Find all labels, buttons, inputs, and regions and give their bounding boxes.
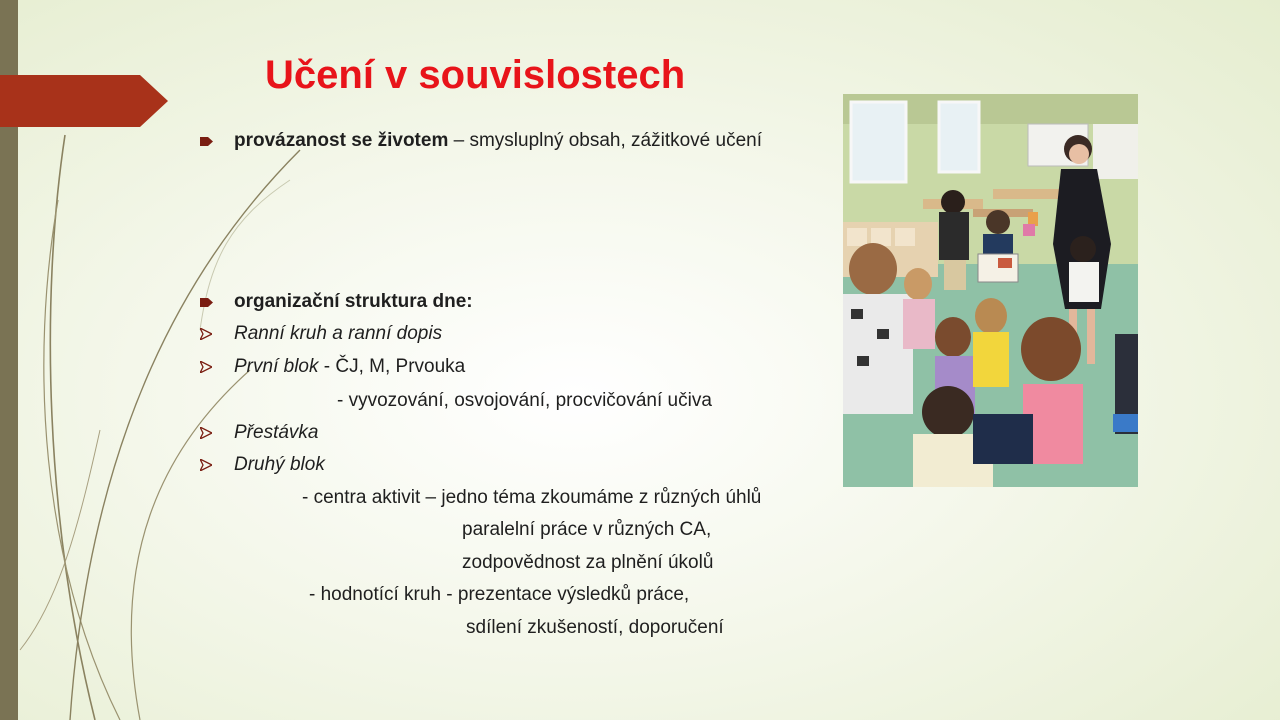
item-hodnotici-2: sdílení zkušeností, doporučení [466,617,724,638]
square-bullet-icon [200,298,213,307]
item-centra-2: paralelní práce v různých CA, [462,519,712,540]
item-prvni-rest: - ČJ, M, Prvouka [318,356,466,377]
item-prestavka-text: Přestávka [234,422,319,443]
red-arrow-shape [0,75,168,127]
item-prvni-blok [234,355,465,379]
item-ranni-kruh [234,322,442,346]
bullet-provazanost-bold: provázanost se životem [234,130,449,151]
bullet-organizacni [234,290,473,314]
classroom-photo [843,94,1138,487]
square-bullet-icon [200,137,213,146]
item-druhy-text: Druhý blok [234,454,325,475]
item-druhy-blok [234,453,325,477]
bullet-provazanost-rest: – smysluplný obsah, zážitkové učení [448,130,763,151]
item-hodnotici-1: - hodnotící kruh - prezentace výsledků práce, [309,584,690,605]
bullet-organizacni-bold: organizační struktura dne: [234,291,473,312]
item-prvni-italic: První blok [234,356,319,377]
item-prestavka [234,421,318,445]
slide-title: Učení v souvislostech [265,53,686,97]
arrow-bullet-icon [200,328,212,340]
item-ranni-text: Ranní kruh a ranní dopis [234,323,443,344]
item-centra-3: zodpovědnost za plnění úkolů [462,552,714,573]
arrow-bullet-icon [200,361,212,373]
arrow-bullet-icon [200,427,212,439]
arrow-bullet-icon [200,459,212,471]
item-centra-1: - centra aktivit – jedno téma zkoumáme z různých úhlů [302,487,762,508]
item-prvni-sub: - vyvozování, osvojování, procvičování učiva [337,390,712,411]
classroom-photo-illustration [843,94,1138,487]
bullet-provazanost [234,129,762,153]
